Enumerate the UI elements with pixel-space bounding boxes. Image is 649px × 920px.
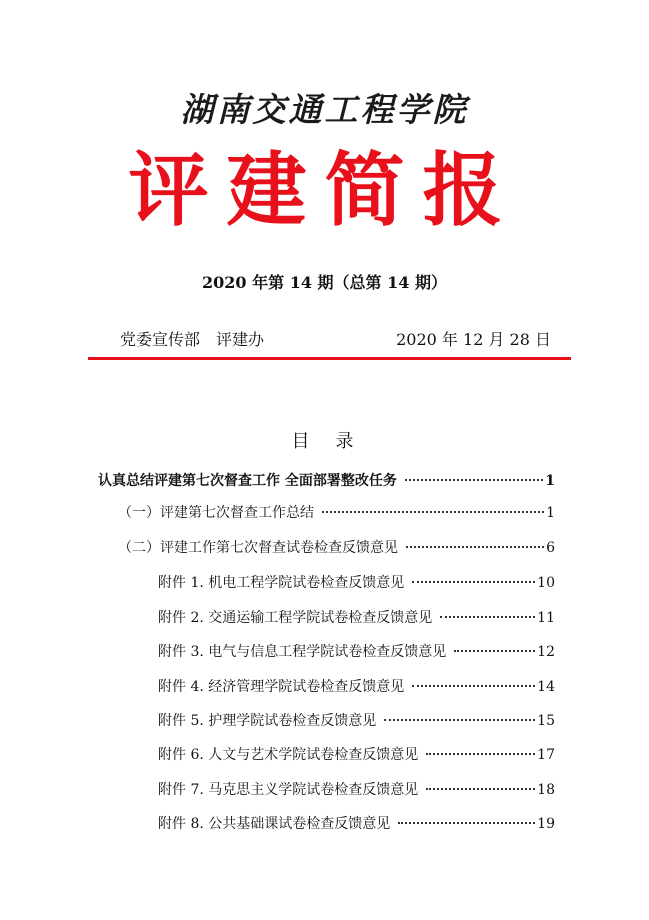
toc-leader xyxy=(440,616,535,618)
toc-item-text: （二）评建工作第七次督查试卷检查反馈意见 xyxy=(118,540,398,556)
toc-leader xyxy=(384,719,535,721)
toc-item-page: 19 xyxy=(537,816,555,832)
toc-item-page: 12 xyxy=(537,644,555,660)
publish-date: 2020 年 12 月 28 日 xyxy=(396,330,551,349)
toc-item[interactable] xyxy=(118,537,555,557)
toc-leader xyxy=(454,650,535,652)
toc-item[interactable] xyxy=(98,470,555,490)
toc-item-text: 附件 6. 人文与艺术学院试卷检查反馈意见 xyxy=(158,747,419,763)
toc-item-page: 6 xyxy=(546,540,555,556)
toc-item-text: 附件 2. 交通运输工程学院试卷检查反馈意见 xyxy=(158,610,433,626)
toc-item-text: 附件 4. 经济管理学院试卷检查反馈意见 xyxy=(158,679,405,695)
toc-leader xyxy=(412,581,535,583)
toc-item-page: 1 xyxy=(546,505,555,521)
toc-item-page: 17 xyxy=(537,747,555,763)
toc-item-page: 1 xyxy=(545,473,555,489)
toc-leader xyxy=(426,788,535,790)
school-name: 湖南交通工程学院 xyxy=(180,90,469,129)
toc-item-page: 10 xyxy=(537,575,555,591)
toc-item-text: 认真总结评建第七次督查工作 全面部署整改任务 xyxy=(98,473,397,489)
toc-item-page: 14 xyxy=(537,679,555,695)
toc-item-page: 15 xyxy=(537,713,555,729)
department: 党委宣传部 评建办 xyxy=(120,330,265,349)
toc-item-text: 附件 7. 马克思主义学院试卷检查反馈意见 xyxy=(158,782,419,798)
toc-leader xyxy=(322,511,544,513)
toc-item-page: 11 xyxy=(537,610,555,626)
toc-item[interactable] xyxy=(158,641,555,661)
toc-item-text: 附件 1. 机电工程学院试卷检查反馈意见 xyxy=(158,575,405,591)
toc-title: 目 录 xyxy=(291,431,358,452)
toc-item-text: 附件 3. 电气与信息工程学院试卷检查反馈意见 xyxy=(158,644,447,660)
toc-item[interactable] xyxy=(158,710,555,730)
bulletin-title: 评建简报 xyxy=(128,143,521,237)
toc-item[interactable] xyxy=(158,676,555,696)
toc-item[interactable] xyxy=(118,502,555,522)
toc-leader xyxy=(398,822,535,824)
toc-leader xyxy=(426,753,535,755)
toc-item[interactable] xyxy=(158,572,555,592)
toc-leader xyxy=(405,479,543,481)
toc-item-page: 18 xyxy=(537,782,555,798)
toc-item-text: （一）评建第七次督查工作总结 xyxy=(118,505,314,521)
toc-item-text: 附件 5. 护理学院试卷检查反馈意见 xyxy=(158,713,377,729)
toc-item-text: 附件 8. 公共基础课试卷检查反馈意见 xyxy=(158,816,391,832)
toc-item[interactable] xyxy=(158,779,555,799)
toc-item[interactable] xyxy=(158,744,555,764)
issue-number: 2020 年第 14 期（总第 14 期） xyxy=(202,273,447,292)
toc-item[interactable] xyxy=(158,813,555,833)
toc-leader xyxy=(412,685,535,687)
toc-leader xyxy=(406,546,544,548)
toc-item[interactable] xyxy=(158,607,555,627)
